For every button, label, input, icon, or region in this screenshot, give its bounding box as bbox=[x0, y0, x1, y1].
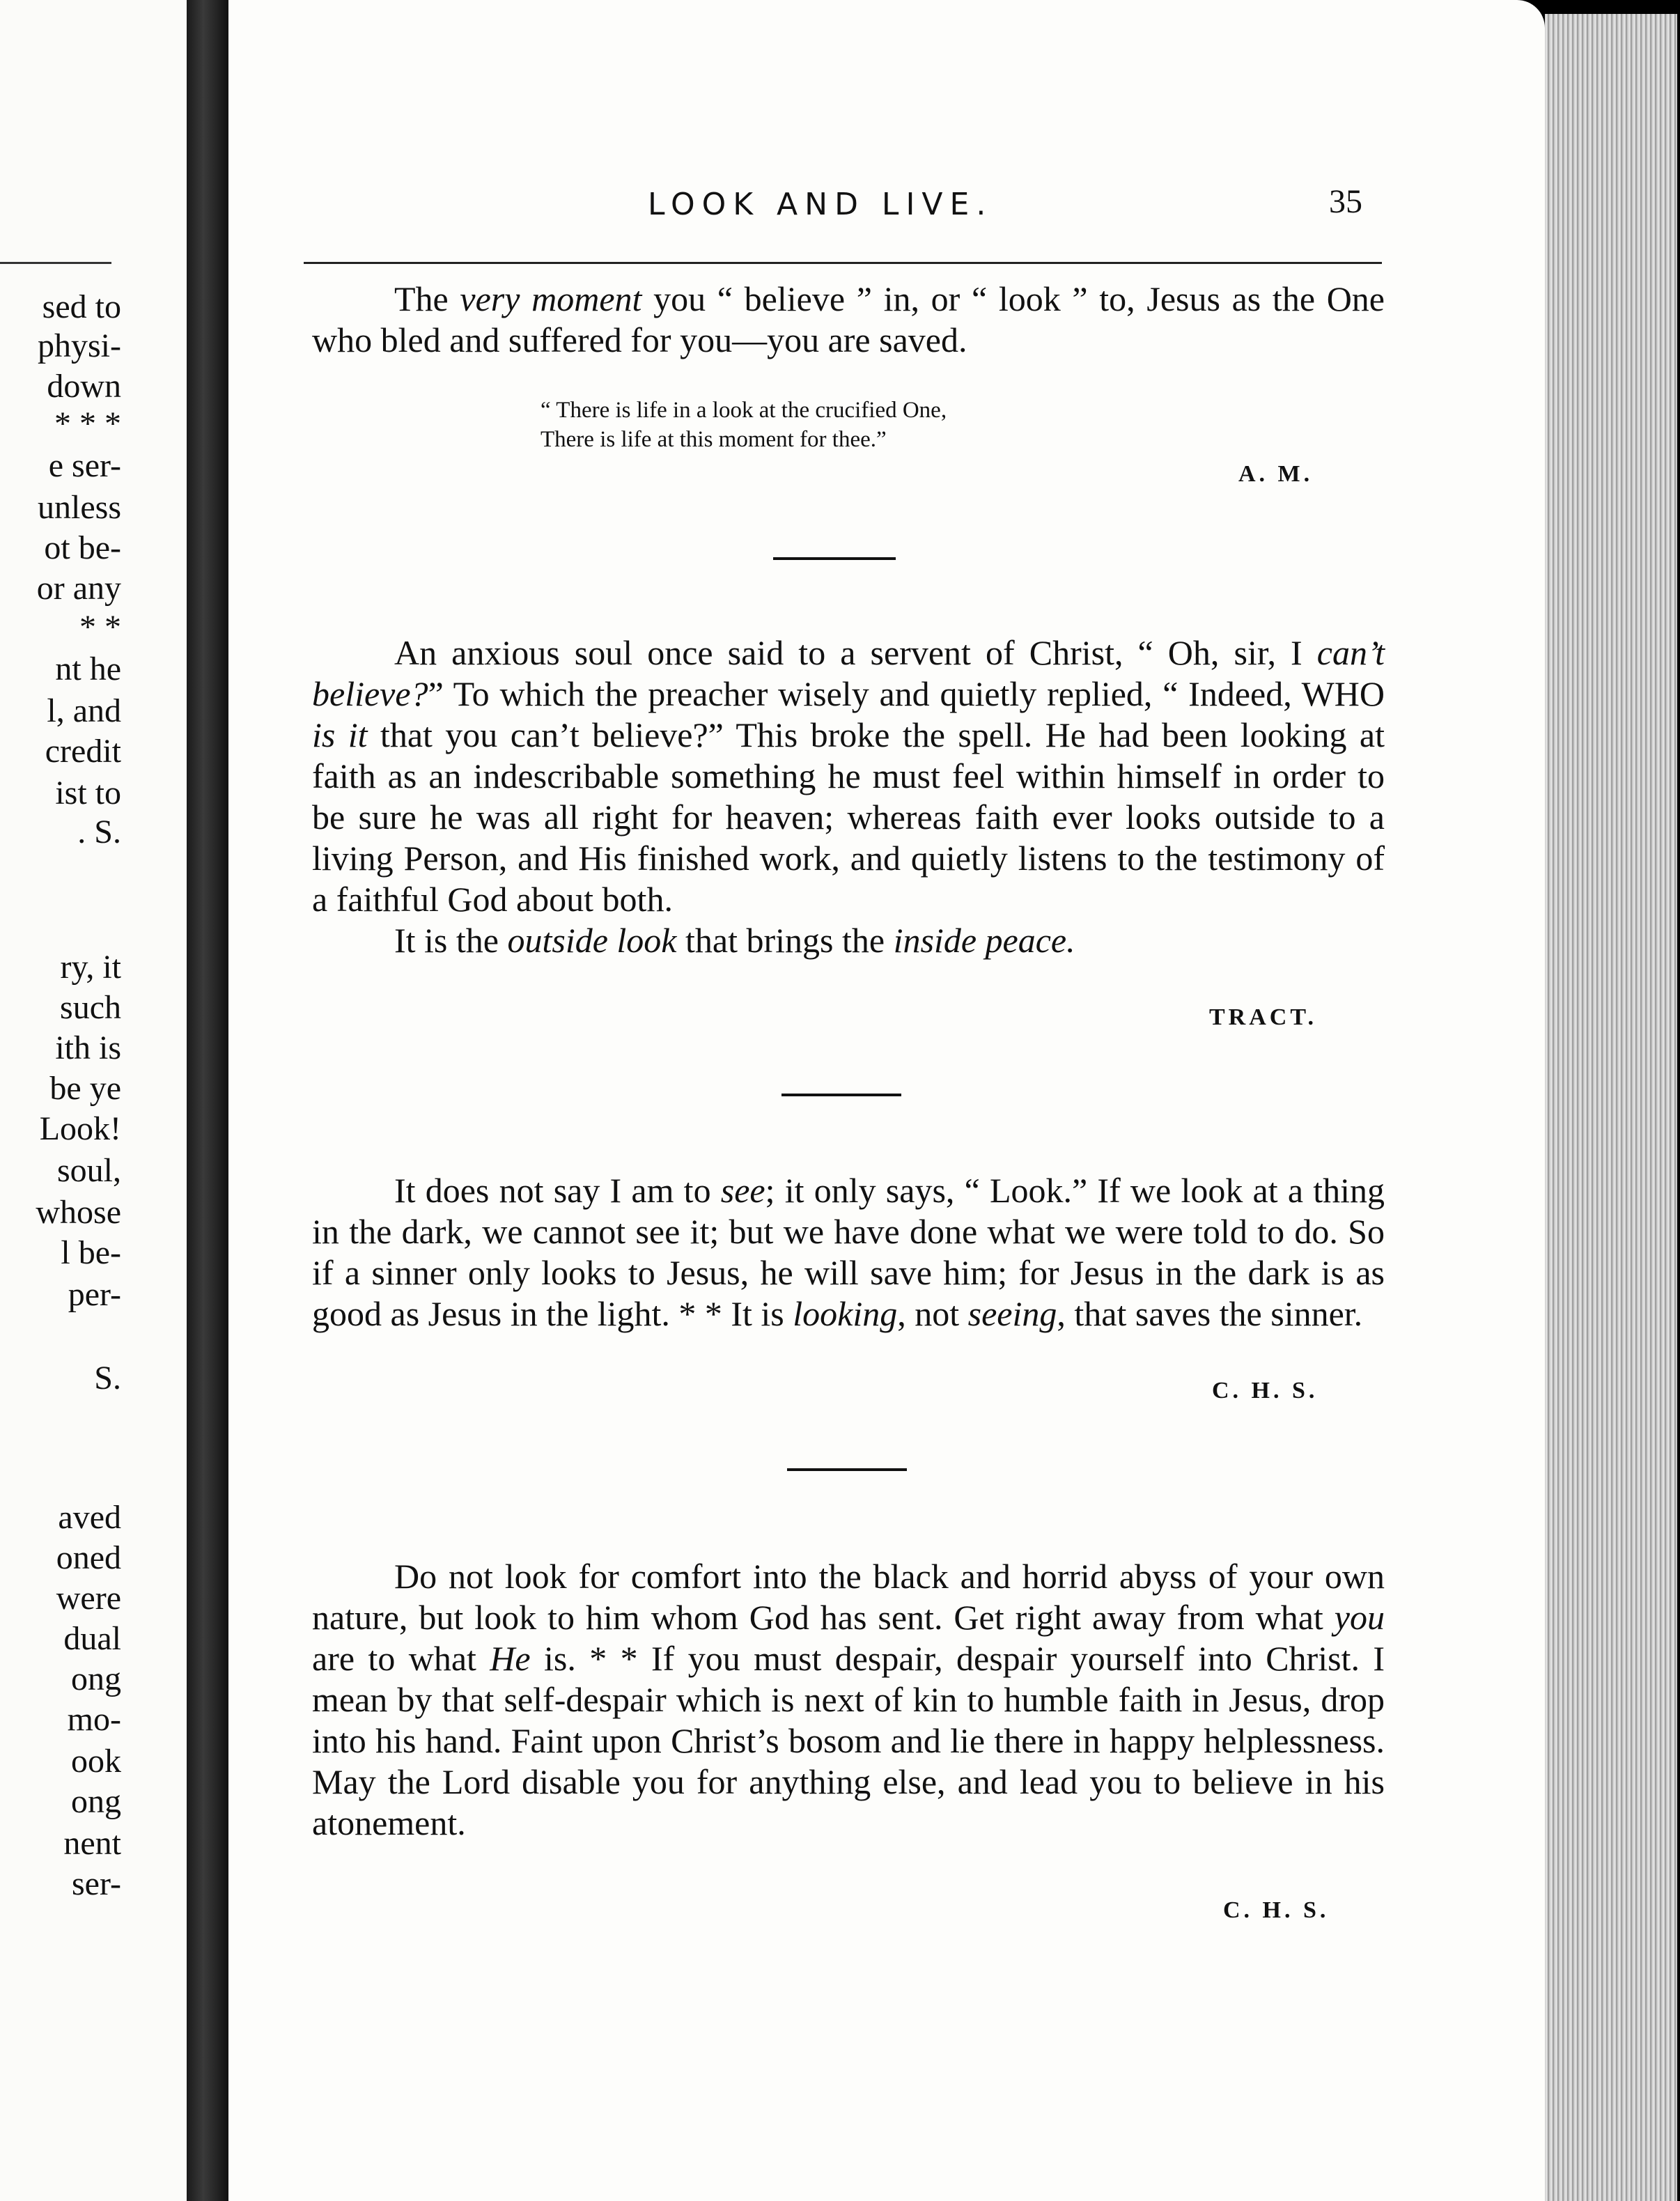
left-page-line: S. bbox=[94, 1360, 121, 1397]
left-page-line: physi- bbox=[38, 327, 121, 364]
emphasis: He bbox=[490, 1639, 531, 1678]
emphasis: looking bbox=[793, 1294, 898, 1333]
page-edges bbox=[1545, 14, 1677, 2201]
left-page-line: e ser- bbox=[48, 447, 121, 484]
passage-1: The very moment you “ believe ” in, or “ look ” to, Jesus as the One who bled and suffered for you—you are saved. bbox=[312, 279, 1385, 359]
emphasis: very moment bbox=[460, 279, 642, 318]
emphasis: seeing bbox=[967, 1294, 1057, 1333]
left-page-line: nt he bbox=[55, 651, 121, 687]
left-page-line: ry, it bbox=[60, 949, 121, 986]
left-page-line: ot be- bbox=[44, 529, 121, 566]
left-page-line: ith is bbox=[55, 1029, 121, 1066]
verse-line-1: “ There is life in a look at the crucified One, bbox=[540, 398, 947, 423]
left-facing-page bbox=[0, 0, 187, 2201]
verse-line-2: There is life at this moment for thee.” bbox=[540, 427, 887, 452]
section-separator bbox=[781, 1094, 901, 1096]
left-page-line: aved bbox=[58, 1499, 121, 1536]
passage-3: It does not say I am to see; it only says, “ Look.” If we look at a thing in the dark, we cannot see it; but we have done what we were told to do. So if a sinner only looks to Jesus, he will save him; for Jesus in the dark is as good as Jesus in the light. * * It is looking, not seeing, that saves the sinner. bbox=[312, 1171, 1385, 1333]
emphasis: can’t believe? bbox=[312, 633, 1385, 713]
left-page-line: credit bbox=[45, 733, 121, 770]
header-rule bbox=[304, 262, 1382, 264]
section-separator bbox=[787, 1468, 907, 1471]
attribution-2: TRACT. bbox=[1209, 1004, 1317, 1030]
passage-4: Do not look for comfort into the black and horrid abyss of your own nature, but look to him whom God has sent. Get right away from what you are to what He is. * * If you must despair, despair yourself into Christ. I mean by that self-despair which is next of kin to humble faith in Jesus, drop into his hand. Faint upon Christ’s bosom and lie there in happy helplessness. May the Lord disable you for anything else, and lead you to believe in his atonement. bbox=[312, 1557, 1385, 1842]
left-page-line: whose bbox=[36, 1194, 121, 1231]
left-page-line: * * bbox=[79, 609, 121, 646]
left-page-line: * * * bbox=[54, 405, 121, 442]
left-page-line: or any bbox=[36, 570, 121, 607]
left-page-line: sed to bbox=[42, 288, 121, 325]
left-page-line: nent bbox=[63, 1825, 121, 1862]
left-page-line: per- bbox=[68, 1276, 121, 1313]
left-page-line: Look! bbox=[39, 1110, 121, 1147]
attribution-3: C. H. S. bbox=[1212, 1378, 1319, 1403]
left-page-line: ong bbox=[71, 1661, 121, 1697]
left-page-line: l be- bbox=[61, 1234, 121, 1271]
left-page-line: ist to bbox=[55, 775, 121, 811]
passage-2: An anxious soul once said to a servent of Christ, “ Oh, sir, I can’t believe?” To which the preacher wisely and quietly replied, “ Indeed, WHO is it that you can’t believe?” This broke the spell. He had been looking at faith as an indescribable something he must feel within himself in order to be sure he was all right for heaven; whereas faith ever looks outside to a living Person, and His finished work, and quietly listens to the testimony of a faithful God about both. It is the outside look that brings the inside peace. bbox=[312, 633, 1385, 960]
left-page-rule bbox=[0, 262, 111, 264]
left-page-line: soul, bbox=[56, 1152, 121, 1189]
left-page-line: mo- bbox=[67, 1701, 121, 1738]
left-page-line: such bbox=[60, 989, 121, 1026]
left-page-line: oned bbox=[56, 1539, 121, 1576]
left-page-line: be ye bbox=[49, 1070, 121, 1107]
attribution-1: A. M. bbox=[1238, 461, 1314, 487]
book-gutter bbox=[187, 0, 228, 2201]
left-page-line: ong bbox=[71, 1783, 121, 1820]
verse-quote bbox=[540, 396, 1237, 454]
section-separator bbox=[773, 557, 896, 560]
left-page-line: down bbox=[47, 368, 121, 405]
left-page-line: were bbox=[56, 1580, 121, 1617]
emphasis: you bbox=[1334, 1598, 1385, 1637]
left-page-line: . S. bbox=[77, 814, 121, 850]
page-number: 35 bbox=[1329, 183, 1362, 220]
left-page-line: unless bbox=[38, 489, 121, 526]
emphasis: is it bbox=[312, 715, 368, 754]
left-page-line: l, and bbox=[47, 692, 121, 729]
emphasis: see bbox=[720, 1171, 765, 1210]
attribution-4: C. H. S. bbox=[1223, 1897, 1330, 1923]
left-page-line: ook bbox=[71, 1743, 121, 1780]
running-head: LOOK AND LIVE. bbox=[648, 187, 993, 222]
left-page-line: ser- bbox=[72, 1865, 121, 1902]
emphasis: outside look bbox=[507, 921, 677, 960]
left-page-line: dual bbox=[63, 1620, 121, 1657]
emphasis: inside peace. bbox=[893, 921, 1075, 960]
